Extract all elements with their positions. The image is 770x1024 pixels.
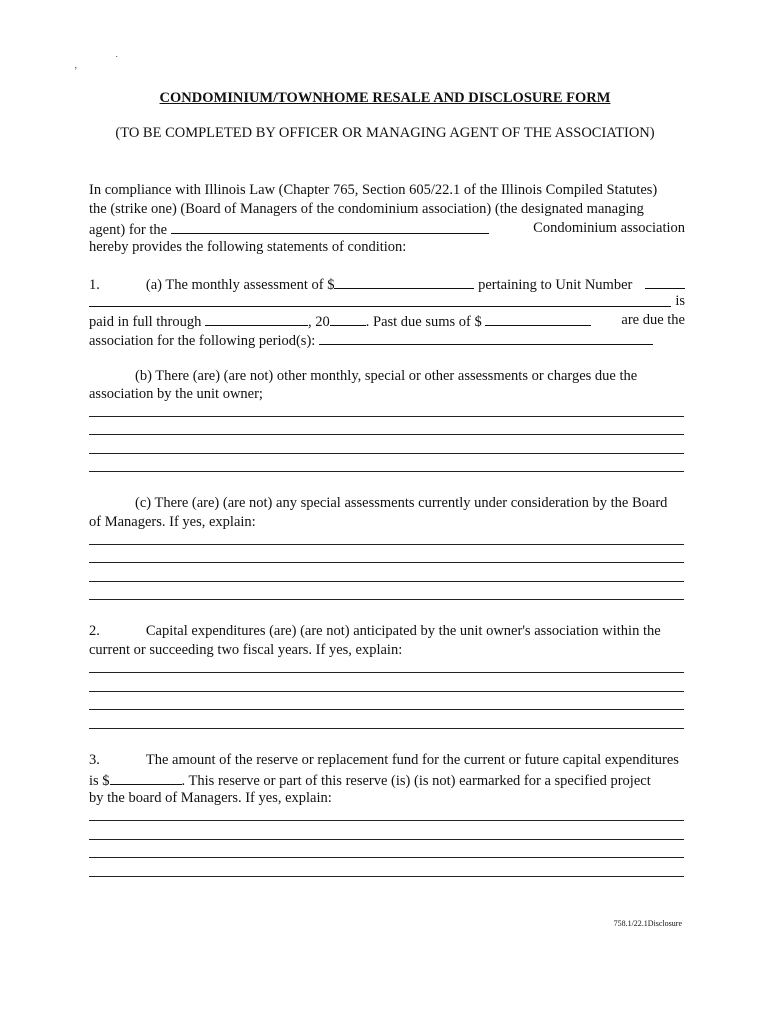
- item2-line-2: current or succeeding two fiscal years. If yes, explain:: [89, 642, 403, 658]
- paid-through-year-field[interactable]: [330, 311, 366, 326]
- answer-line[interactable]: [89, 709, 684, 710]
- unit-number-field[interactable]: [645, 274, 685, 289]
- answer-line[interactable]: [89, 434, 684, 435]
- item3-line-1: [89, 751, 685, 769]
- answer-line[interactable]: [89, 544, 684, 545]
- periods-label: association for the following period(s):: [89, 333, 316, 349]
- answer-line[interactable]: [89, 691, 684, 692]
- item1a-label: (a) The monthly assessment of $: [145, 277, 335, 293]
- answer-line[interactable]: [89, 839, 684, 840]
- item3-line-3: by the board of Managers. If yes, explain:: [89, 790, 332, 806]
- item1c-line-2: of Managers. If yes, explain:: [89, 514, 256, 530]
- periods-field[interactable]: [319, 330, 653, 345]
- item3-line-2: [89, 770, 685, 790]
- form-subtitle: (TO BE COMPLETED BY OFFICER OR MANAGING AGENT OF THE ASSOCIATION): [115, 125, 655, 141]
- reserve-earmark-text: . This reserve or part of this reserve (is) (is not) earmarked for a specified project: [181, 773, 651, 789]
- item2-line-1: [89, 622, 685, 640]
- item1b-line-2: association by the unit owner;: [89, 386, 263, 402]
- association-name-field[interactable]: [171, 219, 489, 234]
- form-code: 758.1/22.1Disclosure: [613, 919, 682, 928]
- unit-number-continued-field[interactable]: [89, 292, 671, 307]
- answer-line[interactable]: [89, 599, 684, 600]
- reserve-amount-label: is $: [89, 773, 110, 789]
- intro-line-4: hereby provides the following statements of condition:: [89, 239, 407, 255]
- answer-line[interactable]: [89, 820, 684, 821]
- item3-number: 3.: [89, 752, 100, 768]
- is-label: is: [675, 293, 685, 309]
- intro-line-3: [89, 219, 685, 239]
- item3-text: The amount of the reserve or replacement fund for the current or future capital expenditures: [145, 752, 679, 768]
- answer-line[interactable]: [89, 876, 684, 877]
- intro-agent-label: agent) for the: [89, 222, 168, 238]
- answer-line[interactable]: [89, 672, 684, 673]
- item1c-line-1: [89, 494, 685, 512]
- item1b-text: (b) There (are) (are not) other monthly, special or other assessments or charges due the: [135, 368, 638, 384]
- item1a-line-3: [89, 311, 685, 331]
- answer-line[interactable]: [89, 581, 684, 582]
- monthly-assessment-field[interactable]: [334, 274, 474, 289]
- answer-line[interactable]: [89, 453, 684, 454]
- intro-line-2: the (strike one) (Board of Managers of the condominium association) (the designated managing: [89, 201, 644, 217]
- past-due-amount-field[interactable]: [485, 311, 591, 326]
- item1a-line-4: [89, 330, 685, 350]
- answer-line[interactable]: [89, 562, 684, 563]
- item2-text: Capital expenditures (are) (are not) anticipated by the unit owner's association within the: [145, 623, 661, 639]
- are-due-label: are due the: [621, 312, 685, 328]
- answer-line[interactable]: [89, 416, 684, 417]
- answer-line[interactable]: [89, 857, 684, 858]
- item1a-line-2: [89, 292, 685, 310]
- intro-line-1: In compliance with Illinois Law (Chapter 765, Section 605/22.1 of the Illinois Compiled Statutes): [89, 182, 658, 198]
- intro-association-label: Condominium association: [533, 220, 685, 236]
- item2-number: 2.: [89, 623, 100, 639]
- answer-line[interactable]: [89, 471, 684, 472]
- answer-line[interactable]: [89, 728, 684, 729]
- year-prefix-label: , 20: [308, 314, 330, 330]
- paid-through-date-field[interactable]: [205, 311, 308, 326]
- scan-mark: ’: [74, 66, 78, 77]
- form-title: CONDOMINIUM/TOWNHOME RESALE AND DISCLOSURE FORM: [159, 90, 611, 106]
- item1-number: 1.: [89, 277, 100, 293]
- item1c-text: (c) There (are) (are not) any special assessments currently under consideration by the Board: [135, 495, 668, 511]
- item1a-line-1: [89, 274, 685, 294]
- paid-through-label: paid in full through: [89, 314, 202, 330]
- past-due-label: . Past due sums of $: [365, 314, 482, 330]
- scan-mark: ˙: [115, 55, 119, 66]
- reserve-amount-field[interactable]: [110, 770, 182, 785]
- unit-number-label: pertaining to Unit Number: [478, 277, 633, 293]
- item1b-line-1: [89, 367, 685, 385]
